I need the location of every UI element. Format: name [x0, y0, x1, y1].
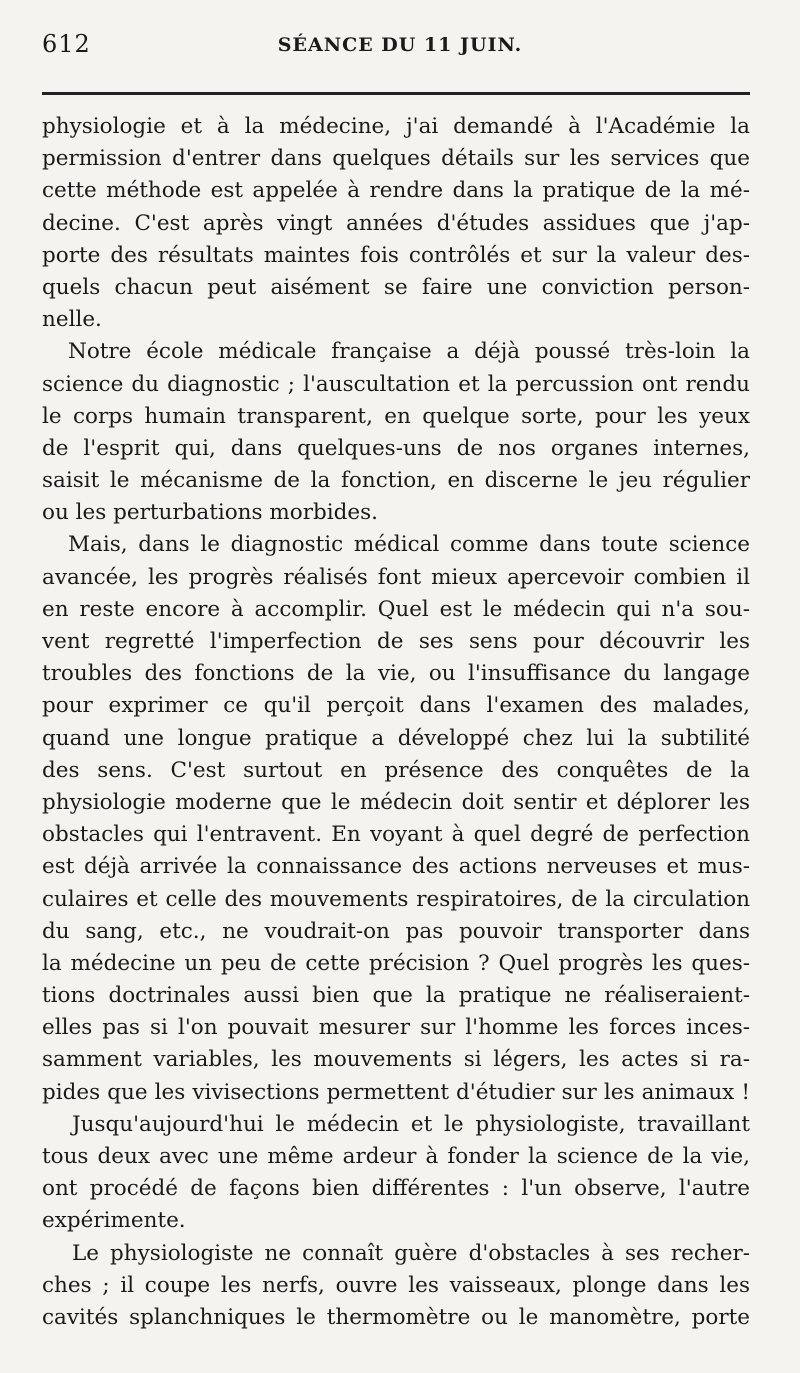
text-line: obstacles qui l'entravent. En voyant à quel degré de perfection	[42, 822, 750, 848]
running-head: SÉANCE DU 11 JUIN.	[277, 34, 523, 56]
text-line: Mais, dans le diagnostic médical comme dans toute science	[68, 532, 750, 558]
text-line: ches ; il coupe les nerfs, ouvre les vaisseaux, plonge dans les	[42, 1272, 750, 1298]
text-line: ont procédé de façons bien différentes : l'un observe, l'autre	[42, 1176, 750, 1202]
text-line: elles pas si l'on pouvait mesurer sur l'homme les forces inces-	[42, 1015, 750, 1041]
text-line: physiologie et à la médecine, j'ai demandé à l'Académie la	[42, 114, 750, 139]
text-line: science du diagnostic ; l'auscultation et la percussion ont rendu	[42, 371, 750, 397]
text-line: samment variables, les mouvements si légers, les actes si ra-	[42, 1047, 750, 1073]
text-line: cavités splanchniques le thermomètre ou le manomètre, porte	[42, 1304, 750, 1330]
text-line: nelle.	[42, 307, 102, 333]
text-line: expérimente.	[42, 1208, 186, 1234]
text-line: Le physiologiste ne connaît guère d'obstacles à ses recher-	[72, 1240, 750, 1266]
text-line: troubles des fonctions de la vie, ou l'insuffisance du langage	[42, 661, 750, 687]
text-line: saisit le mécanisme de la fonction, en discerne le jeu régulier	[42, 468, 750, 494]
text-line: physiologie moderne que le médecin doit sentir et déplorer les	[42, 789, 750, 815]
text-line: de l'esprit qui, dans quelques-uns de nos organes internes,	[42, 435, 750, 461]
text-line: en reste encore à accomplir. Quel est le médecin qui n'a sou-	[42, 596, 750, 622]
body-text	[42, 111, 750, 1334]
text-line: la médecine un peu de cette précision ? Quel progrès les ques-	[42, 950, 750, 976]
text-line: porte des résultats maintes fois contrôlés et sur la valeur des-	[42, 242, 750, 268]
text-line: ou les perturbations morbides.	[42, 500, 378, 526]
text-line: permission d'entrer dans quelques détails sur les services que	[42, 146, 750, 172]
text-line: tous deux avec une même ardeur à fonder la science de la vie,	[42, 1144, 750, 1169]
text-line: decine. C'est après vingt années d'études assidues que j'ap-	[42, 210, 750, 236]
text-line: pour exprimer ce qu'il perçoit dans l'examen des malades,	[42, 693, 750, 719]
text-line: avancée, les progrès réalisés font mieux apercevoir combien il	[42, 564, 750, 590]
text-line: du sang, etc., ne voudrait-on pas pouvoir transporter dans	[42, 918, 750, 944]
text-line: Jusqu'aujourd'hui le médecin et le physiologiste, travaillant	[72, 1111, 750, 1137]
header-rule	[42, 92, 750, 95]
text-line: pides que les vivisections permettent d'étudier sur les animaux !	[42, 1079, 750, 1105]
text-line: cette méthode est appelée à rendre dans la pratique de la mé-	[42, 178, 750, 204]
text-line: vent regretté l'imperfection de ses sens pour découvrir les	[42, 629, 750, 654]
text-line: Notre école médicale française a déjà poussé très-loin la	[68, 339, 750, 365]
text-line: le corps humain transparent, en quelque sorte, pour les yeux	[42, 403, 750, 429]
text-line: tions doctrinales aussi bien que la pratique ne réaliseraient-	[42, 983, 750, 1009]
text-line: des sens. C'est surtout en présence des conquêtes de la	[42, 757, 750, 783]
text-line: est déjà arrivée la connaissance des actions nerveuses et mus-	[42, 854, 750, 880]
text-line: quels chacun peut aisément se faire une conviction person-	[42, 274, 750, 300]
text-line: culaires et celle des mouvements respiratoires, de la circulation	[42, 886, 750, 912]
text-line: quand une longue pratique a développé chez lui la subtilité	[42, 725, 750, 751]
page-number: 612	[42, 30, 91, 58]
